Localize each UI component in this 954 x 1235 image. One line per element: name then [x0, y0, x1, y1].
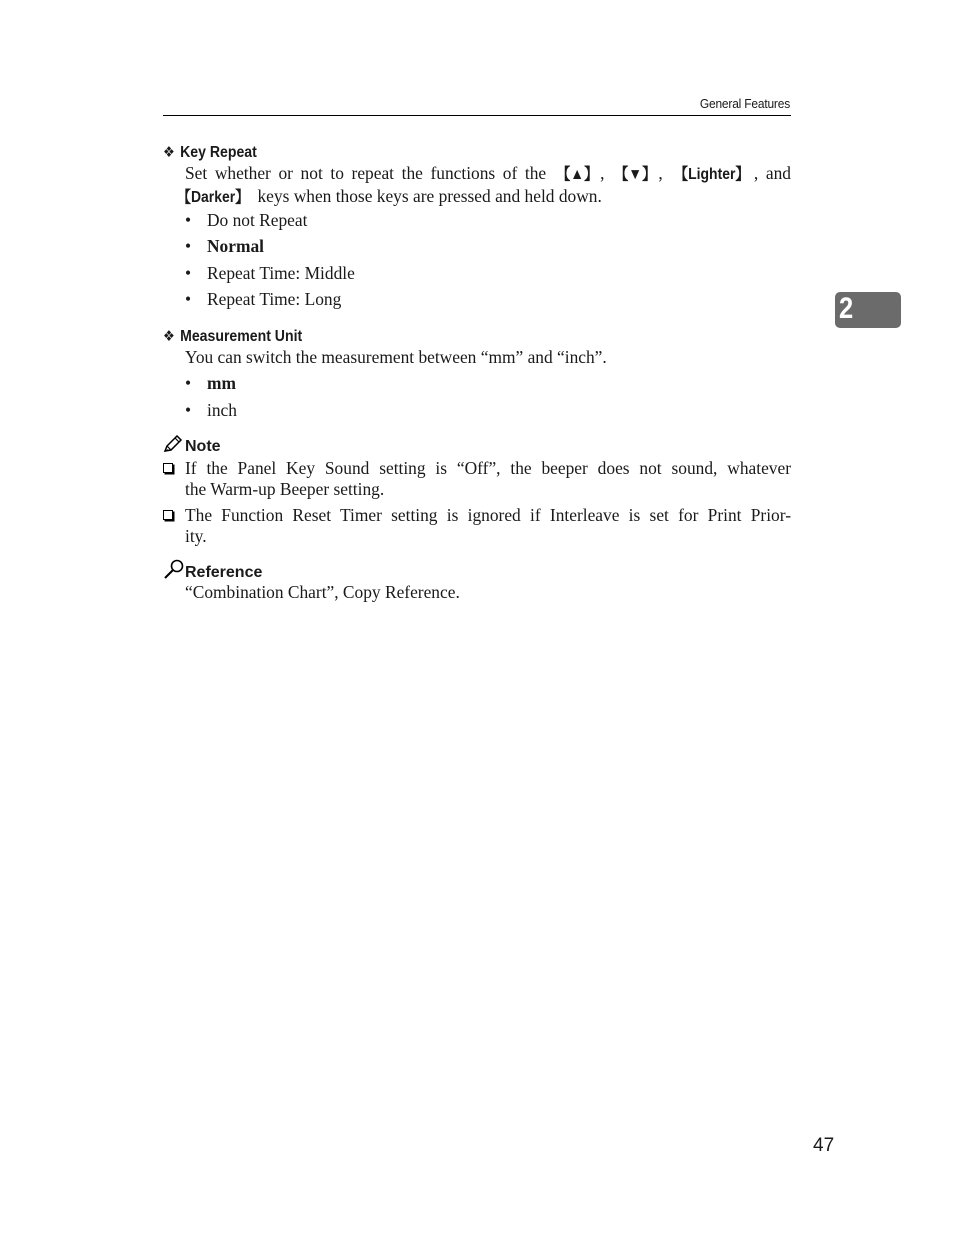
- chapter-tab: [835, 292, 901, 328]
- reference-text: “Combination Chart”, Copy Reference.: [185, 582, 460, 602]
- pencil-icon: [163, 435, 185, 458]
- note-line: The Function Reset Timer setting is ignored if Interleave is set for Print Prior-: [185, 505, 791, 525]
- option-label: Repeat Time: Middle: [207, 263, 355, 283]
- measurement-unit-description: You can switch the measurement between “mm” and “inch”.: [185, 347, 607, 367]
- bullet-icon: •: [185, 289, 192, 309]
- note-text: [185, 505, 791, 546]
- note-line: ity.: [185, 525, 207, 546]
- note-heading: [163, 435, 221, 458]
- magnifier-icon: [163, 559, 185, 584]
- section-title-key-repeat: [163, 143, 257, 162]
- chapter-number: 2: [839, 292, 854, 325]
- key-repeat-description: [177, 163, 791, 208]
- list-item-default: [185, 236, 264, 257]
- key-repeat-text-2: , and: [753, 163, 791, 183]
- bullet-icon: •: [185, 373, 192, 393]
- option-label: Repeat Time: Long: [207, 289, 342, 309]
- option-label: inch: [207, 400, 237, 420]
- reference-label: Reference: [185, 564, 263, 581]
- bullet-icon: •: [185, 263, 192, 283]
- checkbox-icon: [163, 510, 173, 520]
- note-line: If the Panel Key Sound setting is “Off”, the beeper does not sound, whatever: [185, 458, 791, 478]
- key-repeat-line-2: [173, 186, 791, 209]
- note-item: [163, 458, 791, 499]
- list-item: [185, 289, 341, 310]
- separator: ,: [600, 163, 613, 183]
- up-key: 【▲】: [556, 166, 598, 183]
- section-marker-icon: ❖: [163, 328, 175, 345]
- note-item: [163, 505, 791, 546]
- option-label: Do not Repeat: [207, 210, 308, 230]
- bullet-icon: •: [185, 210, 192, 230]
- key-repeat-text-3: keys when those keys are pressed and held down.: [253, 185, 602, 206]
- bullet-icon: •: [185, 400, 192, 420]
- option-label: mm: [207, 373, 236, 393]
- bullet-icon: •: [185, 236, 192, 256]
- note-line: the Warm-up Beeper setting.: [185, 478, 385, 499]
- section-title-measurement-unit: [163, 327, 302, 346]
- measurement-unit-title: Measurement Unit: [180, 328, 303, 345]
- darker-key: 【Darker】: [177, 188, 250, 206]
- option-label: Normal: [207, 236, 264, 256]
- list-item-default: [185, 373, 236, 394]
- list-item: [185, 210, 307, 231]
- list-item: [185, 400, 237, 421]
- reference-heading: [163, 559, 262, 584]
- separator: ,: [658, 163, 671, 183]
- key-repeat-text-1: Set whether or not to repeat the functions of the: [185, 163, 554, 183]
- checkbox-icon: [163, 463, 173, 473]
- header-rule: [163, 115, 791, 116]
- note-text: [185, 458, 791, 499]
- list-item: [185, 263, 355, 284]
- lighter-key: 【Lighter】: [674, 166, 750, 183]
- key-repeat-line-1: [185, 163, 791, 186]
- note-label: Note: [185, 438, 221, 455]
- page-number: 47: [813, 1135, 835, 1156]
- down-key: 【▼】: [614, 166, 657, 183]
- key-repeat-title: Key Repeat: [180, 144, 257, 161]
- running-header: General Features: [699, 96, 790, 111]
- section-marker-icon: ❖: [163, 144, 175, 161]
